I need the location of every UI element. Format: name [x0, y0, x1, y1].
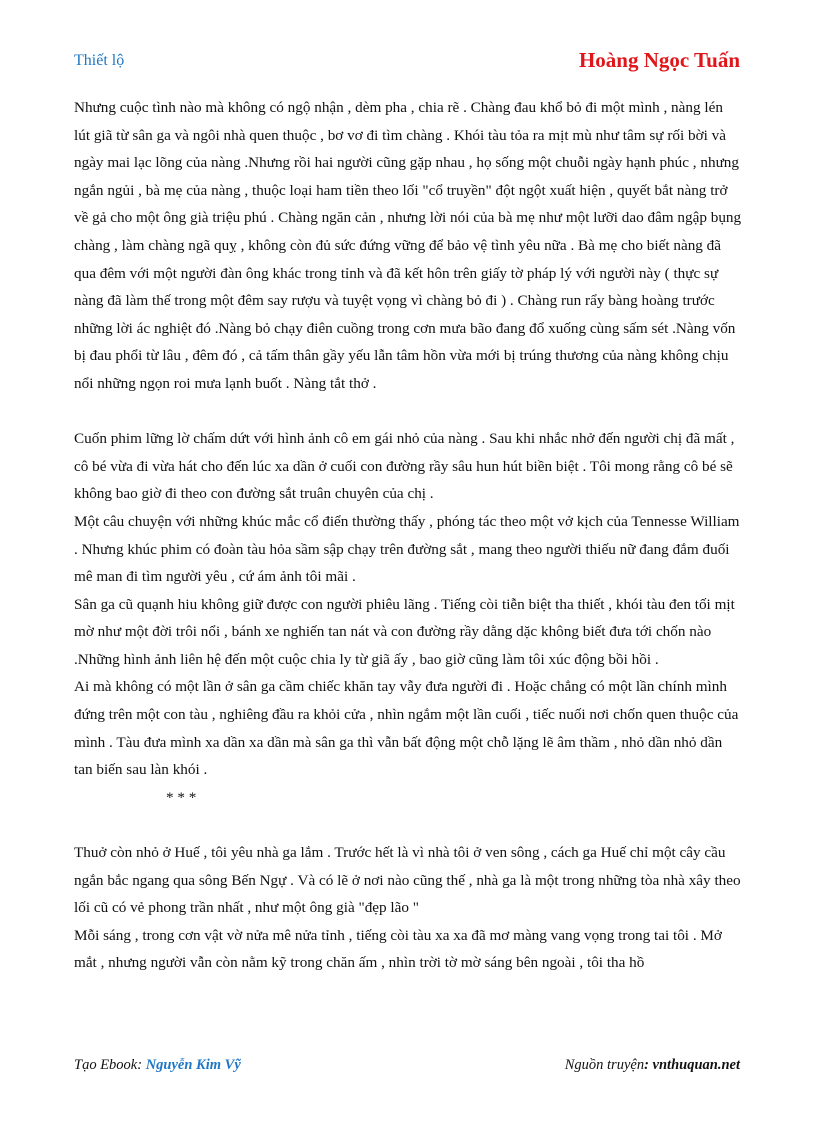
- ebook-author-link[interactable]: Nguyễn Kim Vỹ: [145, 1057, 241, 1073]
- section-separator: * * *: [166, 788, 197, 806]
- source-credit: [565, 1057, 740, 1074]
- page-header: [74, 48, 740, 76]
- source-separator: :: [644, 1057, 653, 1073]
- paragraph-5: Ai mà không có một lần ở sân ga cầm chiếc khăn tay vẫy đưa người đi . Hoặc chẳng có một lần chính mình đứng trên một con tàu , nghiêng đầu ra khỏi cửa , nhìn ngắm một lần cuối , tiếc nuối nơi chốn quen thuộc của mình . Tàu đưa mình xa dần xa dần mà sân ga thì vẫn bất động một chỗ lặng lẽ âm thầm , nhỏ dần nhỏ dần tan biến sau làn khói .: [74, 678, 739, 779]
- author-name: Hoàng Ngọc Tuấn: [578, 48, 740, 72]
- paragraph-2: Cuốn phim lững lờ chấm dứt với hình ảnh cô em gái nhỏ của nàng . Sau khi nhắc nhở đến người chị đã mất , cô bé vừa đi vừa hát cho đến lúc xa dần ở cuối con đường rầy sâu hun hút biền biệt . Tôi mong rằng cô bé sẽ không bao giờ đi theo con đường sắt truân chuyên của chị .: [74, 430, 735, 503]
- paragraph-6: Thuở còn nhỏ ở Huế , tôi yêu nhà ga lắm . Trước hết là vì nhà tôi ở ven sông , cách ga Huế chỉ một cây cầu ngắn bắc ngang qua sông Bến Ngự . Và có lẽ ở nơi nào cũng thế , nhà ga là một trong những tòa nhà xây theo lối cũ có vẻ phong trần nhất , như một ông già "đẹp lão ": [74, 844, 741, 917]
- ebook-credit: [74, 1057, 241, 1074]
- paragraph-4: Sân ga cũ quạnh hiu không giữ được con người phiêu lãng . Tiếng còi tiễn biệt tha thiết , khói tàu đen tối mịt mờ như một đời trôi nổi , bánh xe nghiến tan nát và con đường rầy dằng dặc không biết đưa tới chốn nào .Những hình ảnh liên hệ đến một cuộc chia ly từ giã ấy , bao giờ cũng làm tôi xúc động bồi hồi .: [74, 595, 735, 668]
- paragraph-1: Nhưng cuộc tình nào mà không có ngộ nhận , dèm pha , chia rẽ . Chàng đau khổ bỏ đi một mình , nàng lén lút giã từ sân ga và ngôi nhà quen thuộc , bơ vơ đi tìm chàng . Khói tàu tỏa ra mịt mù như tâm sự rối bời và ngày mai lạc lõng của nàng .Nhưng rồi hai người cũng gặp nhau , họ sống một chuỗi ngày hạnh phúc , nhưng ngắn ngủi , bà mẹ của nàng , thuộc loại ham tiền theo lối "cổ truyền" đột ngột xuất hiện , quyết bắt nàng trở về gả cho một ông già triệu phú . Chàng ngăn cản , nhưng lời nói của bà mẹ như một lưỡi dao đâm ngập bụng chàng , làm chàng ngã quỵ , không còn đủ sức đứng vững để bảo vệ tình yêu nữa . Bà mẹ cho biết nàng đã qua đêm với một người đàn ông khác trong tỉnh và đã kết hôn trên giấy tờ pháp lý với người này ( thực sự nàng đã làm thế trong một đêm say rượu và tuyệt vọng vì chàng bỏ đi ) . Chàng run rẩy bàng hoàng trước những lời ác nghiệt đó .Nàng bỏ chạy điên cuồng trong cơn mưa bão đang đổ xuống cùng sấm sét .Nàng vốn bị đau phổi từ lâu , đêm đó , cả tấm thân gầy yếu lẫn tâm hồn vừa mới bị trúng thương của nàng không chịu nổi những ngọn roi mưa lạnh buốt . Nàng tắt thở .: [74, 99, 742, 392]
- chapter-title: Thiết lộ: [74, 52, 125, 69]
- ebook-label: Tạo Ebook: [74, 1057, 138, 1073]
- source-site-link[interactable]: vnthuquan.net: [652, 1057, 740, 1073]
- document-body: [74, 94, 742, 977]
- ebook-separator: :: [137, 1057, 146, 1073]
- paragraph-7: Mỗi sáng , trong cơn vật vờ nửa mê nửa tỉnh , tiếng còi tàu xa xa đã mơ màng vang vọng trong tai tôi . Mở mắt , nhưng người vẫn còn nằm kỹ trong chăn ấm , nhìn trời tờ mờ sáng bên ngoài , tôi tha hồ: [74, 926, 722, 972]
- source-label: Nguồn truyện: [564, 1057, 645, 1073]
- paragraph-3: Một câu chuyện với những khúc mắc cổ điển thường thấy , phóng tác theo một vở kịch của Tennesse William . Nhưng khúc phim có đoàn tàu hỏa sầm sập chạy trên đường sắt , mang theo người thiếu nữ đang đắm đuối mê man đi tìm người yêu , cứ ám ảnh tôi mãi .: [74, 512, 740, 586]
